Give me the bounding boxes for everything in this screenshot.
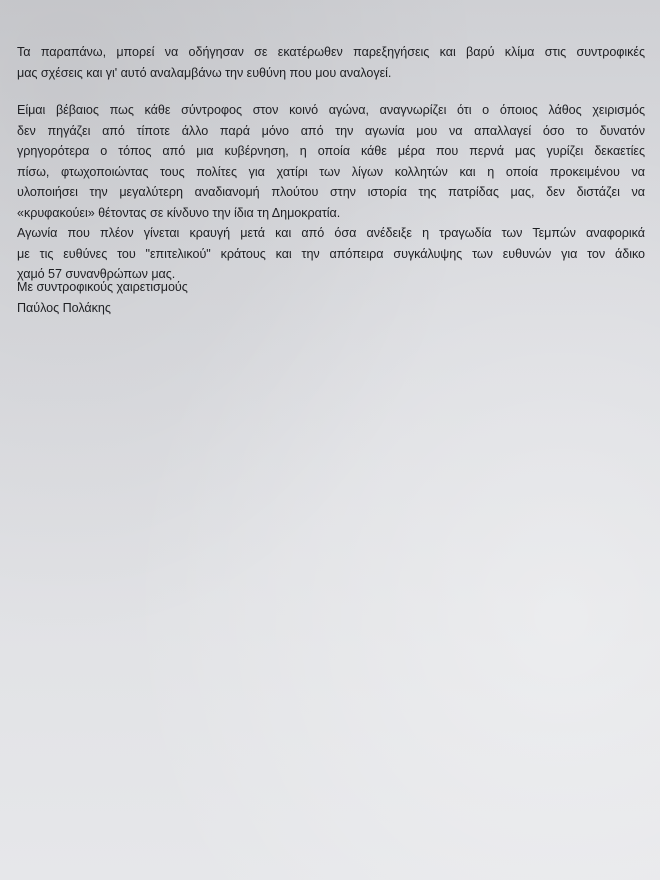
paragraph-responsibility xyxy=(17,42,645,83)
text-line: Είμαι βέβαιος πως κάθε σύντροφος στον κοινό αγώνα, αναγνωρίζει ότι ο όποιος λάθος χειρισμός xyxy=(17,103,645,117)
text-line: δεν πηγάζει από τίποτε άλλο παρά μόνο από την αγωνία μου να απαλλαγεί όσο το δυνατόν xyxy=(17,123,645,138)
text-line: υλοποιήσει την μεγαλύτερη αναδιανομή πλούτου στην ιστορία της πατρίδας μας, δεν διστάζει να xyxy=(17,185,645,199)
paragraph-explanation xyxy=(17,100,645,285)
text-line: Αγωνία που πλέον γίνεται κραυγή μετά και από όσα ανέδειξε η τραγωδία των Τεμπών αναφορικά xyxy=(17,226,645,240)
text-line: μας σχέσεις και γι' αυτό αναλαμβάνω την ευθύνη που μου αναλογεί. xyxy=(17,65,392,80)
text-line: γρηγορότερα ο τόπος από μια κυβέρνηση, η οποία κάθε μέρα που περνά μας γυρίζει δεκαετίες xyxy=(17,144,645,158)
closing-salutation: Με συντροφικούς χαιρετισμούς xyxy=(17,280,188,294)
closing-block xyxy=(17,277,645,318)
text-line: «κρυφακούει» θέτοντας σε κίνδυνο την ίδια τη Δημοκρατία. xyxy=(17,205,341,220)
text-line: με τις ευθύνες του "επιτελικού" κράτους και την απόπειρα συγκάλυψης των ευθυνών για τον άδικο xyxy=(17,246,645,261)
text-line: χαμό 57 συνανθρώπων μας. xyxy=(17,267,176,281)
text-line: Τα παραπάνω, μπορεί να οδήγησαν σε εκατέρωθεν παρεξηγήσεις και βαρύ κλίμα στις συντροφικές xyxy=(17,45,645,59)
text-line: πίσω, φτωχοποιώντας τους πολίτες για χατίρι των λίγων κολλητών και η οποία προκειμένου να xyxy=(17,164,645,179)
signature-name: Παύλος Πολάκης xyxy=(17,300,111,315)
